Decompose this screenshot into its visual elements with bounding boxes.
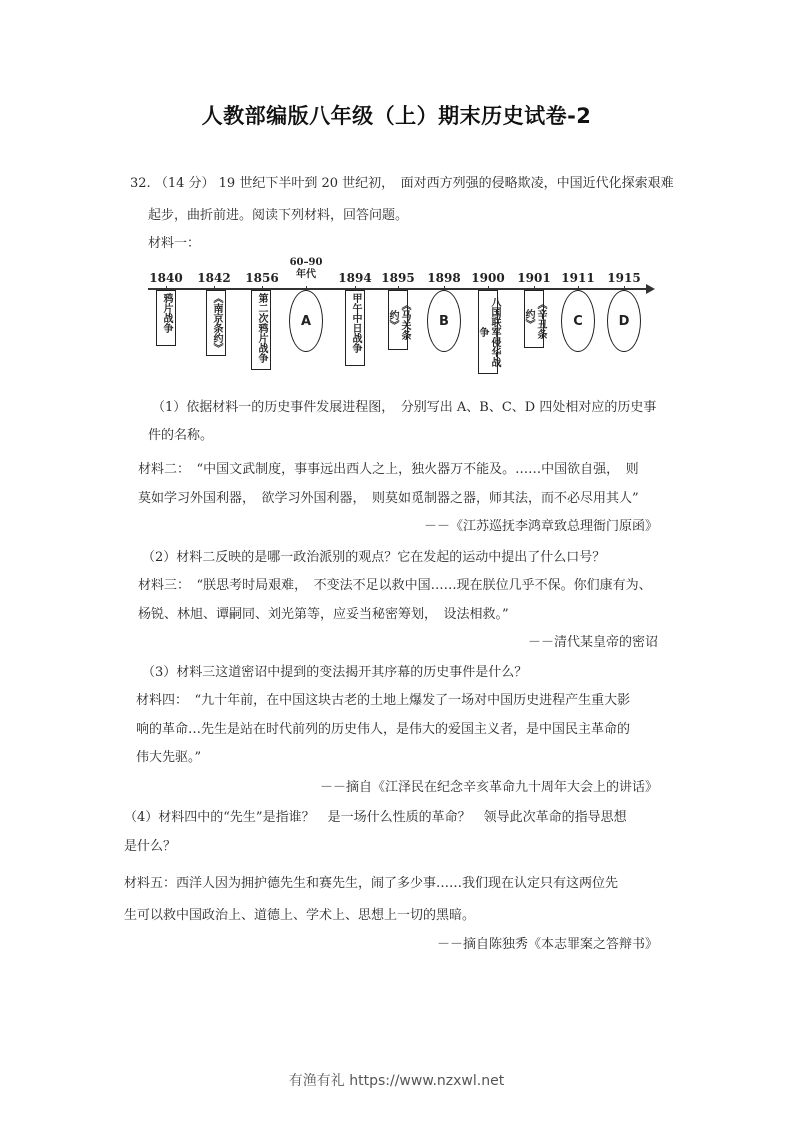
material3-line2: 杨锐、林旭、谭嗣同、刘光第等，应妥当秘密筹划， 设法相救。”: [138, 607, 509, 622]
timeline-year-period: [290, 257, 323, 281]
timeline-year: 1898: [427, 271, 461, 285]
timeline-year-period-top: 60–90: [289, 257, 323, 268]
q1-line1: （1）依据材料一的历史事件发展进程图， 分别写出 A、B、C、D 四处相对应的历史事: [152, 400, 657, 415]
q1-line2: 件的名称。: [148, 428, 214, 443]
timeline-year: 1894: [338, 271, 372, 285]
material4-source: －－摘自《江泽民在纪念辛亥革命九十周年大会上的讲话》: [319, 780, 658, 795]
timeline-blank-oval-d: D: [607, 290, 641, 352]
history-timeline: [148, 257, 660, 378]
timeline-year: 1901: [517, 271, 551, 285]
material2-line2: 莫如学习外国利器， 欲学习外国利器， 则莫如觅制器之器，师其法，而不必尽用其人”: [138, 491, 639, 506]
material4-line3: 伟大先驱。”: [136, 750, 202, 765]
material5-line2: 生可以救中国政治上、道德上、学术上、思想上一切的黑暗。: [124, 908, 476, 923]
material3-line1: 材料三： “朕思考时局艰难， 不变法不足以救中国……现在朕位几乎不保。你们康有为、: [138, 578, 652, 593]
material2-line1: 材料二： “中国文武制度，事事远出西人之上，独火器万不能及。……中国欲自强， 则: [138, 462, 639, 477]
q4-line2: 是什么？: [124, 839, 177, 854]
material4-line1: 材料四： “九十年前，在中国这块古老的土地上爆发了一场对中国历史进程产生重大影: [136, 693, 631, 708]
timeline-event-box: 甲午中日战争: [345, 290, 365, 366]
timeline-blank-oval-c: C: [561, 290, 595, 352]
material5-line1: 材料五：西洋人因为拥护德先生和赛先生，闹了多少事……我们现在认定只有这两位先: [124, 876, 619, 891]
question-intro-line2: 起步，曲折前进。阅读下列材料，回答问题。: [148, 208, 409, 223]
timeline-blank-oval-b: B: [427, 290, 461, 352]
timeline-year: 1842: [197, 271, 231, 285]
material2-source: －－《江苏巡抚李鸿章致总理衙门原函》: [423, 519, 658, 534]
q2-text: （2）材料二反映的是哪一政治派别的观点？它在发起的运动中提出了什么口号？: [142, 550, 606, 565]
question-intro-line1: [130, 172, 674, 191]
question-intro-text: 19 世纪下半叶到 20 世纪初， 面对西方列强的侵略欺凌，中国近代化探索艰难: [218, 176, 674, 191]
material5-source: －－摘自陈独秀《本志罪案之答辩书》: [436, 937, 658, 952]
question-number: 32.: [130, 176, 151, 191]
question-score: （14 分）: [154, 176, 215, 191]
timeline-year: 1900: [471, 271, 505, 285]
timeline-event-box: 《南京条约》: [206, 290, 226, 356]
material3-source: －－清代某皇帝的密诏: [527, 635, 658, 650]
q4-line1: （4）材料四中的“先生”是指谁？ 是一场什么性质的革命？ 领导此次革命的指导思想: [124, 810, 627, 825]
material4-line2: 响的革命…先生是站在时代前列的历史伟人，是伟大的爱国主义者，是中国民主革命的: [136, 722, 631, 737]
timeline-year: 1840: [149, 271, 183, 285]
timeline-year: 1911: [561, 271, 595, 285]
timeline-year: 1856: [245, 271, 279, 285]
timeline-blank-oval-a: A: [289, 290, 323, 352]
timeline-event-box: 鸦片战争: [156, 290, 176, 346]
timeline-event-box: 《马关条约》: [388, 290, 408, 350]
timeline-event-box: 八国联军侵华战争: [478, 290, 498, 374]
page-title: 人教部编版八年级（上）期末历史试卷-2: [201, 104, 592, 128]
q3-text: （3）材料三这道密诏中提到的变法揭开其序幕的历史事件是什么？: [142, 665, 528, 680]
timeline-arrow-icon: [646, 284, 655, 294]
material1-label: 材料一：: [148, 236, 201, 251]
timeline-year-period-bottom: 年代: [296, 269, 316, 280]
timeline-event-box: 《辛丑条约》: [524, 290, 544, 348]
timeline-year: 1915: [607, 271, 641, 285]
footer-watermark: 有渔有礼 https://www.nzxwl.net: [288, 1073, 505, 1089]
timeline-year: 1895: [381, 271, 415, 285]
timeline-event-box: 第二次鸦片战争: [251, 290, 271, 370]
